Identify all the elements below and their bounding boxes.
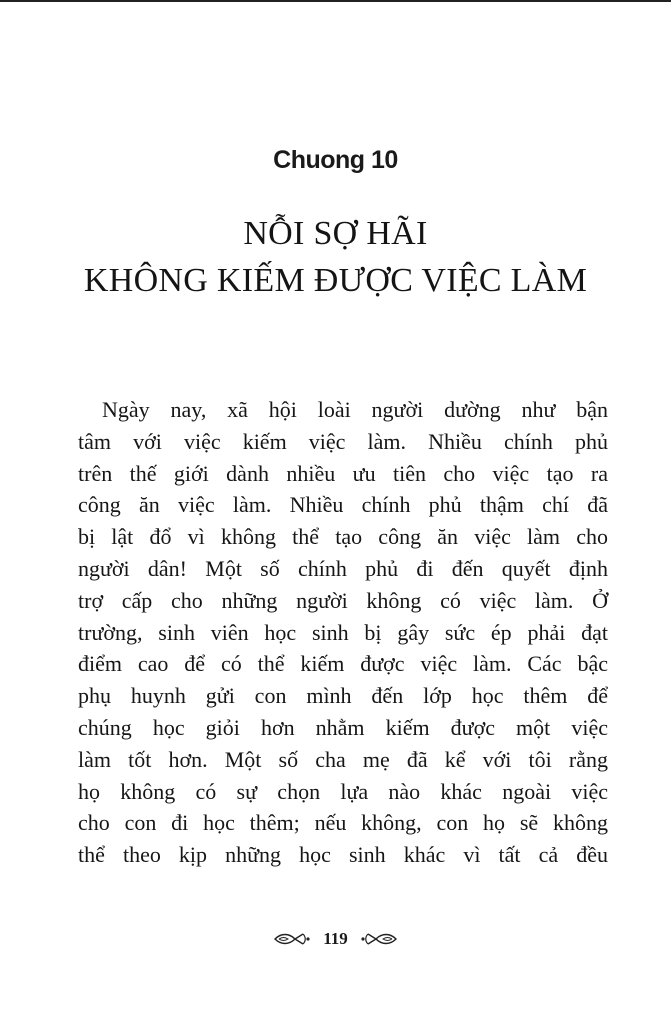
body-line: Ngày nay, xã hội loài người dường như bận <box>102 397 608 422</box>
body-line: tâm với việc kiếm việc làm. Nhiều chính phủ <box>78 428 608 454</box>
body-line: làm tốt hơn. Một số cha mẹ đã kể với tôi rằng <box>78 746 608 772</box>
body-paragraph <box>78 394 608 871</box>
fish-ornament-right-icon <box>358 931 398 947</box>
body-line: họ không có sự chọn lựa nào khác ngoài việc <box>78 778 608 804</box>
body-line: điểm cao để có thể kiếm được việc làm. Các bậc <box>78 651 608 677</box>
chapter-label: Chuong 10 <box>273 146 398 174</box>
body-line: trên thế giới dành nhiều ưu tiên cho việc tạo ra <box>78 460 608 486</box>
body-line: trợ cấp cho những người không có việc làm. Ở <box>78 587 608 613</box>
fish-ornament-left-icon <box>273 931 313 947</box>
body-line: trường, sinh viên học sinh bị gây sức ép phải đạt <box>78 619 608 645</box>
page-number: 119 <box>323 929 348 949</box>
page-footer <box>0 928 671 949</box>
body-line: phụ huynh gửi con mình đến lớp học thêm để <box>78 683 608 709</box>
body-line: thể theo kịp những học sinh khác vì tất cả đều <box>78 842 608 868</box>
body-line: công ăn việc làm. Nhiều chính phủ thậm chí đã <box>78 492 608 518</box>
body-line: cho con đi học thêm; nếu không, con họ sẽ không <box>78 810 608 836</box>
body-line: bị lật đổ vì không thể tạo công ăn việc làm cho <box>78 524 608 550</box>
body-line: người dân! Một số chính phủ đi đến quyết định <box>78 555 608 581</box>
top-border-rule <box>0 0 671 2</box>
body-line: chúng học giỏi hơn nhằm kiếm được một việc <box>78 714 608 740</box>
chapter-title-line-1: NỖI SỢ HÃI <box>243 215 428 252</box>
chapter-title-line-2: KHÔNG KIẾM ĐƯỢC VIỆC LÀM <box>83 262 588 299</box>
